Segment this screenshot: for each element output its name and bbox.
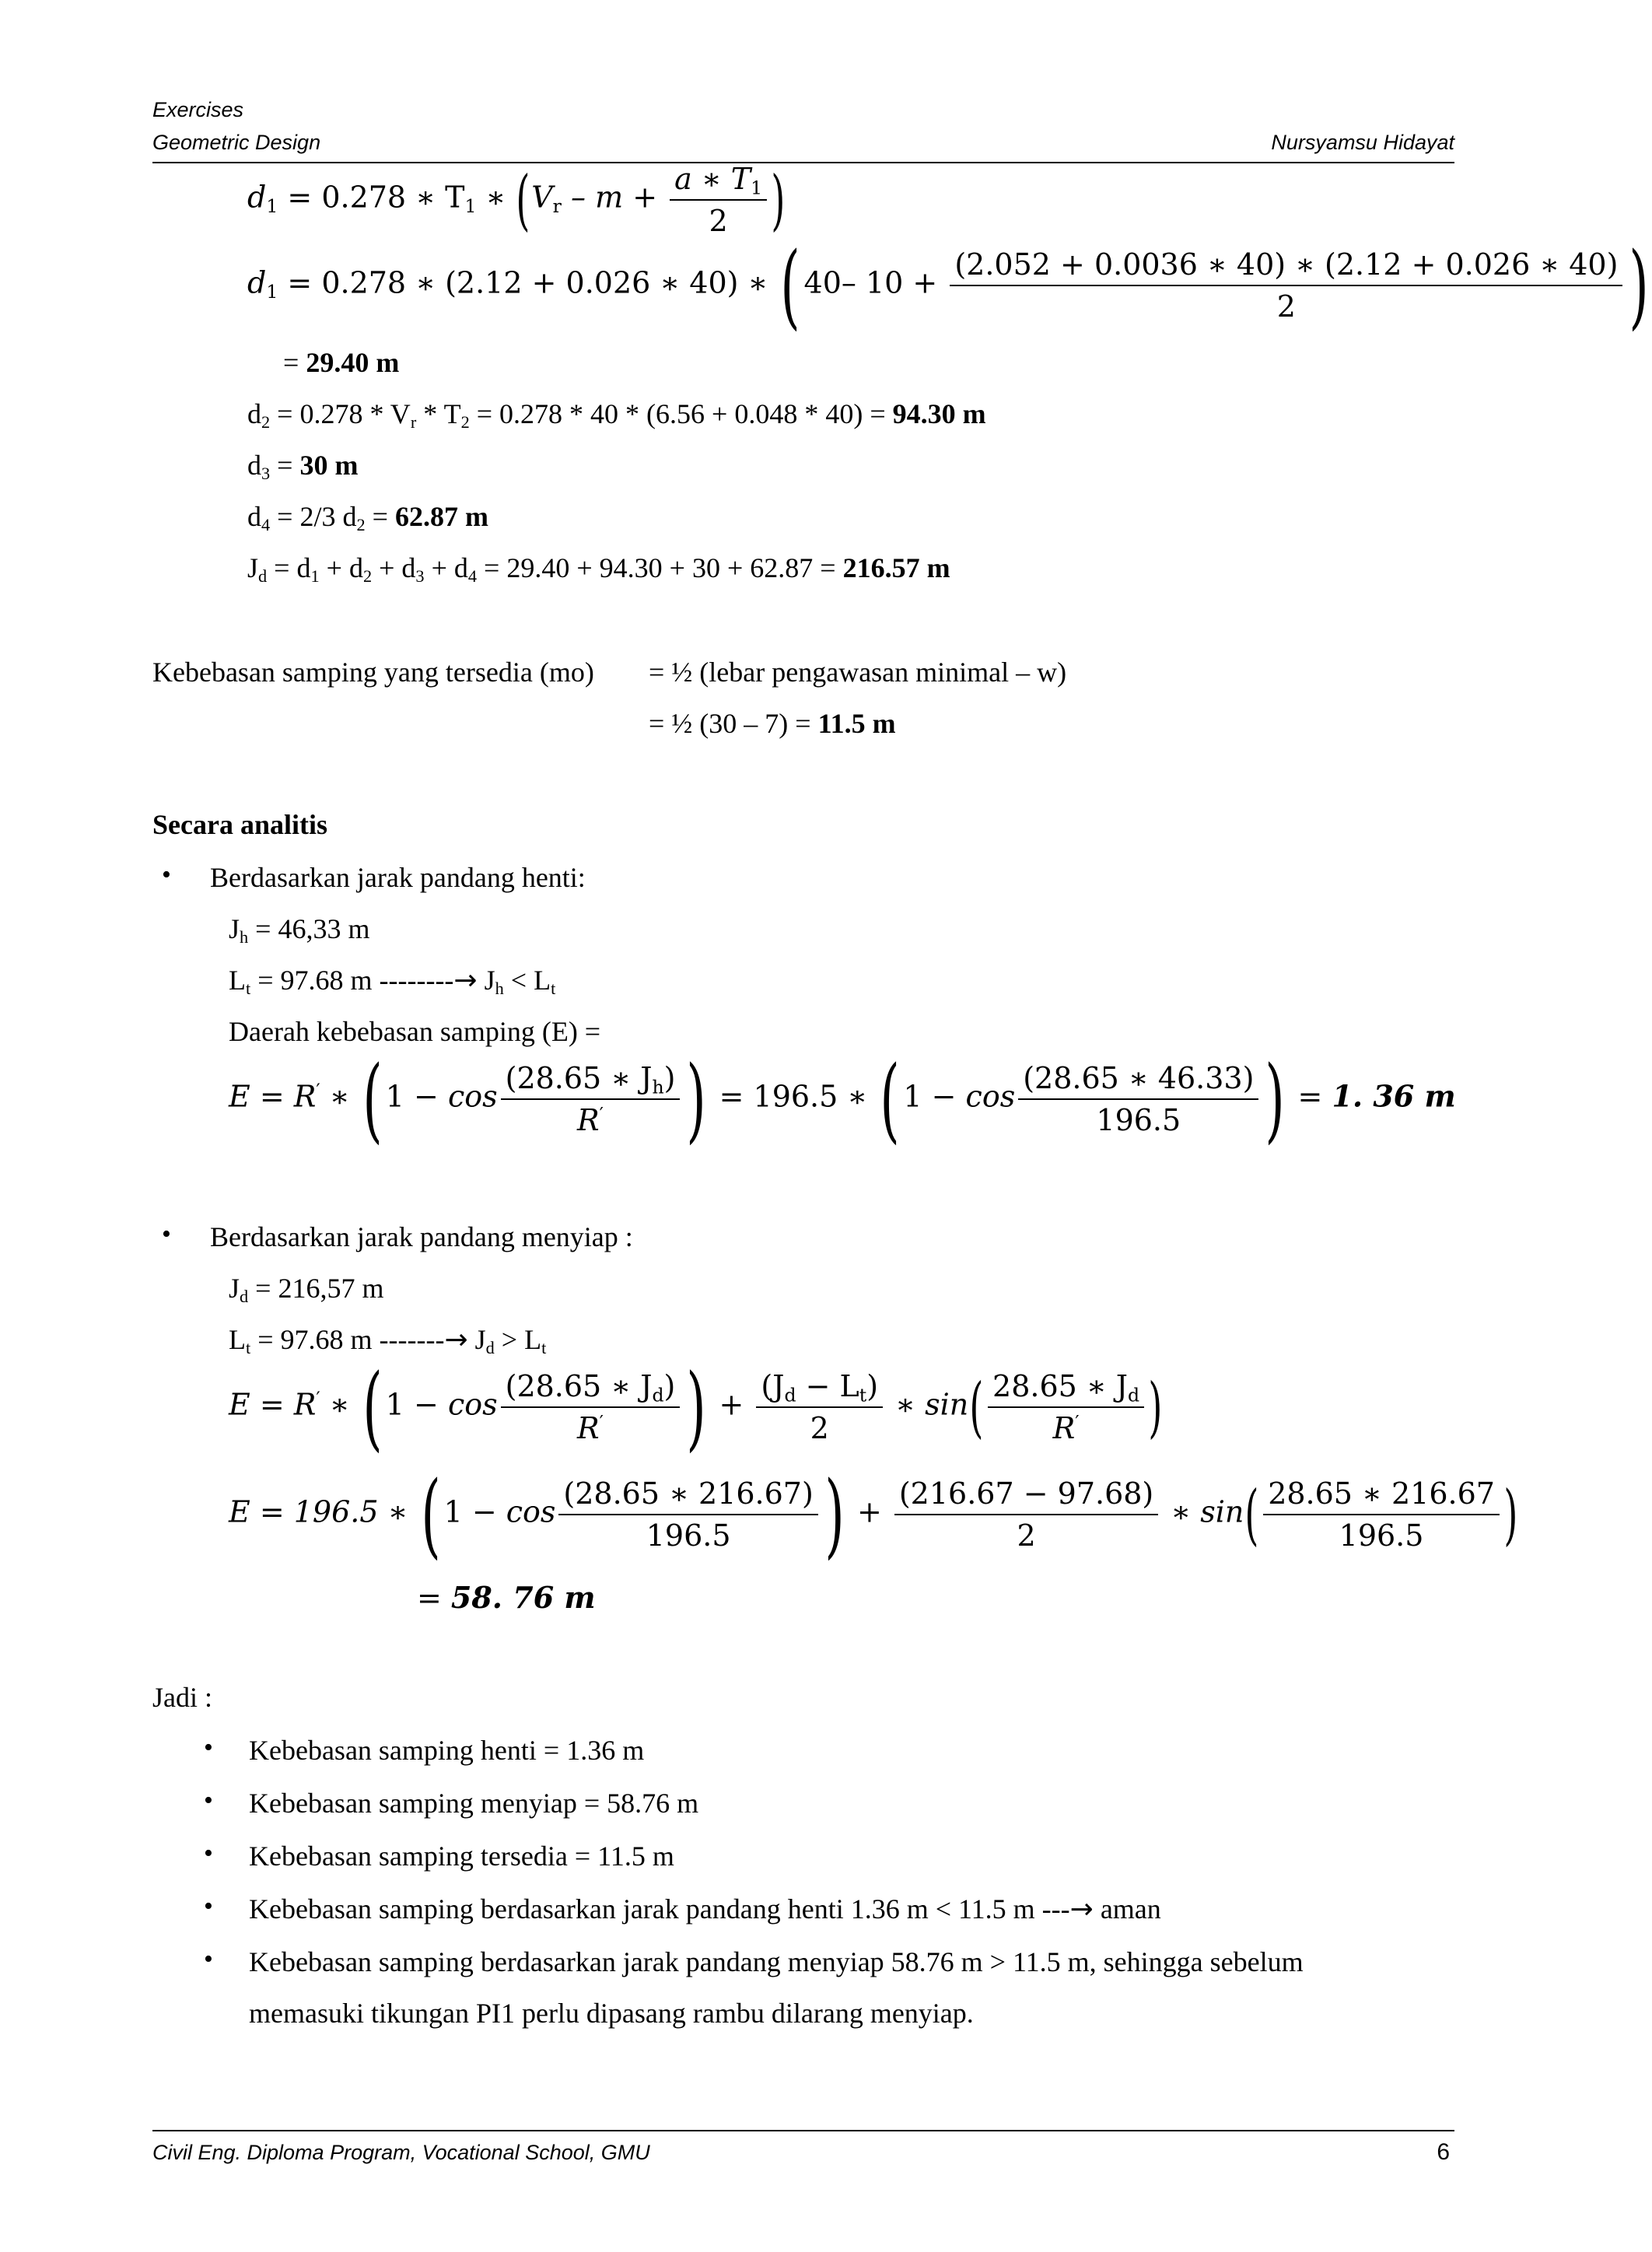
section-heading-analitis: Secara analitis: [152, 809, 327, 840]
eq-e-menyiap-numeric: E = 196.5 ∗ ( 1 − cos $\frac{(28.65 ∗ 216.67)}{196.5}$ ) + $\frac{(216.67 - 97.68)}{2}$ ∗ sin( $\frac{28.65 ∗ 216.67}{196.5}$ ): [229, 1461, 1518, 1568]
jadi-item-henti-aman: Kebebasan samping berdasarkan jarak pandang henti 1.36 m < 11.5 m ---→ aman: [249, 1893, 1161, 1925]
jd-line: $J_d = d_1 + d_2 + d_3 + d_4 = 29.40 + 94.30 + 30 + 62.87 = 216.57$ m: [247, 552, 950, 587]
page-number: 6: [1437, 2139, 1450, 2165]
bullet: •: [204, 1892, 213, 1921]
menyiap-jd: $J_d = 216,57$ m: [229, 1273, 384, 1307]
header-line-course: Geometric Design: [152, 131, 321, 154]
jadi-item-menyiap-line1: Kebebasan samping berdasarkan jarak pandang menyiap 58.76 m > 11.5 m, sehingga sebelum: [249, 1946, 1304, 1977]
jadi-item-menyiap-line2: memasuki tikungan PI1 perlu dipasang rambu dilarang menyiap.: [249, 1998, 974, 2029]
bullet-henti: •: [162, 860, 171, 889]
menyiap-lt: $L_t = 97.68$ m -------→ $J_d > L_t$: [229, 1324, 547, 1358]
eq-d1-general: $d_1 = 0.278$ ∗ $T_1$ ∗ ($V_r$ – m + $\frac{a ∗ T_1}{2}$ ): [247, 162, 786, 238]
arrow-right-icon: →: [453, 965, 478, 996]
henti-jh: $J_h = 46,33$ m: [229, 913, 370, 947]
footer-rule: [152, 2130, 1454, 2131]
jadi-item-tersedia: Kebebasan samping tersedia = 11.5 m: [249, 1840, 674, 1872]
menyiap-title: Berdasarkan jarak pandang menyiap :: [210, 1221, 633, 1252]
d1-result: = 29.40 m: [283, 347, 400, 378]
bullet-menyiap: •: [162, 1220, 171, 1249]
header-line-exercises: Exercises: [152, 98, 244, 121]
footer-text: Civil Eng. Diploma Program, Vocational School, GMU: [152, 2141, 650, 2164]
eq-d1-numeric: $d_1 = 0.278$ ∗ (2.12 + 0.026 ∗ 40) ∗ ( 40– 10 + $\frac{(2.052 + 0.0036 ∗ 40) ∗ (2.12 + 0.026 ∗ 40)}{2}$ ): [247, 232, 1650, 339]
d4-line: $d_4 = 2/3$ $d_2 = 62.87$ m: [247, 501, 488, 535]
arrow-right-icon: →: [444, 1324, 468, 1356]
eq-e-menyiap-result: = 58. 76 m: [417, 1580, 596, 1615]
d2-line: $d_2 = 0.278 * V_r * T_2 = 0.278 * 40 * (6.56 + 0.048 * 40) = 94.30$ m: [247, 398, 986, 433]
henti-title: Berdasarkan jarak pandang henti:: [210, 862, 586, 893]
jadi-item-menyiap: Kebebasan samping menyiap = 58.76 m: [249, 1788, 699, 1819]
jadi-item-henti: Kebebasan samping henti = 1.36 m: [249, 1735, 645, 1766]
bullet: •: [204, 1945, 213, 1974]
henti-daerah: Daerah kebebasan samping (E) =: [229, 1016, 601, 1047]
d3-line: $d_3 = 30$ m: [247, 450, 359, 484]
header-author: Nursyamsu Hidayat: [1271, 131, 1454, 154]
mo-label: Kebebasan samping yang tersedia (mo): [152, 657, 594, 688]
bullet: •: [204, 1839, 213, 1868]
eq-e-menyiap-general: E = R′ ∗ ( 1 − cos $\frac{(28.65 ∗ J_d)}{R'}$ ) + $\frac{(J_d - L_t)}{2}$ ∗ sin( $\frac{28.65 ∗ J_d}{R'}$ ): [229, 1354, 1163, 1461]
bullet: •: [204, 1733, 213, 1762]
eq-e-henti: E = R′ ∗ ( 1 − cos $\frac{(28.65 ∗ J_h)}{R'}$ ) = 196.5 ∗ ( 1 − cos $\frac{(28.65 ∗ 46.33)}{196.5}$ ) = 1. 36 m: [229, 1045, 1456, 1153]
mo-line2: = ½ (30 – 7) = 11.5 m: [649, 708, 896, 739]
mo-line1: = ½ (lebar pengawasan minimal – w): [649, 657, 1067, 688]
bullet: •: [204, 1786, 213, 1815]
henti-lt: $L_t = 97.68$ m --------→ $J_h < L_t$: [229, 965, 556, 999]
arrow-right-icon: →: [1069, 1893, 1094, 1925]
jadi-heading: Jadi :: [152, 1682, 212, 1713]
